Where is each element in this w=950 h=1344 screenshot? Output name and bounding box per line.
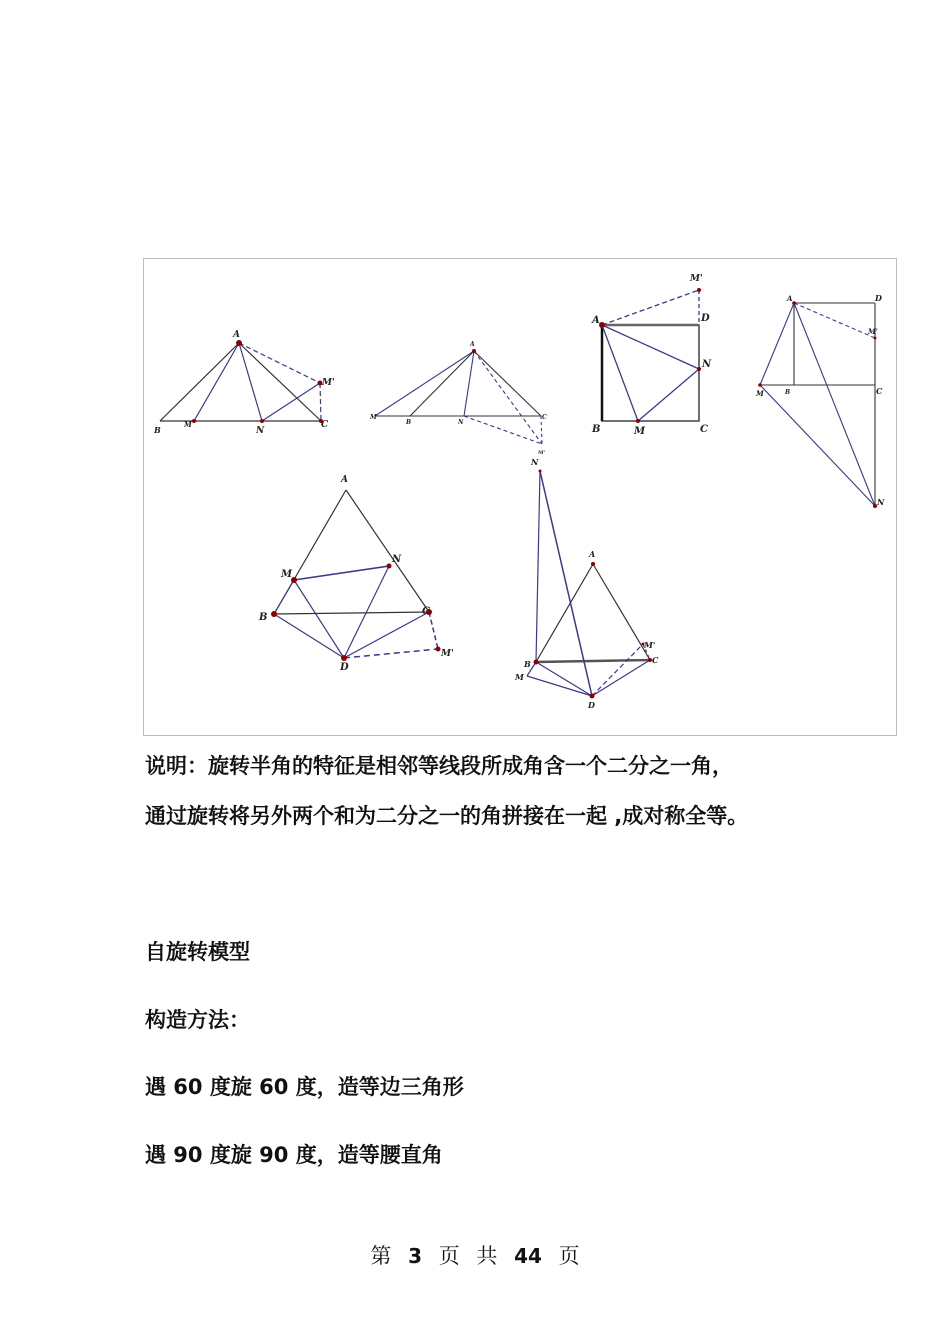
diagram-3 (591, 274, 712, 437)
label-a-3: A (592, 315, 600, 326)
label-m-6: M (515, 672, 524, 682)
footer-total-word: 共 (476, 1244, 498, 1268)
label-b-3: B (592, 424, 601, 435)
label-a-4: A (787, 294, 793, 303)
label-m-3: M (634, 426, 646, 437)
total-page-count: 44 (514, 1244, 542, 1268)
explanation-line-2: 通过旋转将另外两个和为二分之一的角拼接在一起 ,成对称全等。 (145, 804, 749, 828)
rule-60-degree: 遇 60 度旋 60 度，造等边三角形 (145, 1075, 464, 1099)
label-n-2: N (458, 419, 464, 426)
label-m-prime-4: M' (868, 327, 878, 336)
label-c-5: C (422, 606, 430, 617)
section-heading: 自旋转模型 (145, 940, 250, 964)
diagram-6 (514, 457, 659, 710)
label-b: B (154, 425, 161, 435)
label-c-2: C (542, 414, 547, 421)
label-c-6: C (652, 655, 659, 665)
label-m-prime: M' (322, 378, 335, 388)
label-m-5: M (281, 569, 293, 580)
label-b-6: B (524, 659, 531, 669)
label-b-4: B (785, 389, 791, 396)
footer-prefix: 第 (370, 1244, 392, 1268)
diagram-5 (258, 475, 454, 673)
label-b-2: B (406, 419, 412, 426)
label-a-6: A (589, 549, 596, 559)
label-d-3: D (701, 313, 710, 324)
label-d-5: D (340, 662, 349, 673)
label-n-4: N (877, 497, 885, 507)
label-b-5: B (259, 612, 268, 623)
label-d-6: D (588, 700, 595, 710)
page-footer (0, 1240, 950, 1270)
label-n-5: N (392, 554, 402, 565)
label-a-5: A (341, 475, 348, 485)
label-n-6: N (531, 457, 539, 467)
footer-page-word: 页 (438, 1244, 460, 1268)
label-n: N (256, 426, 265, 436)
label-m-prime-5: M' (441, 649, 454, 659)
rotation-diagrams (144, 259, 898, 737)
method-label: 构造方法： (145, 1008, 250, 1032)
label-m-prime-2: M' (538, 450, 546, 456)
label-d-4: D (875, 293, 882, 303)
rule-90-degree: 遇 90 度旋 90 度，造等腰直角 (145, 1143, 443, 1167)
label-m-2: M (370, 414, 377, 421)
label-n-3: N (702, 359, 712, 370)
label-m-4: M (756, 389, 764, 398)
label-c: C (321, 420, 329, 430)
diagram-2 (369, 341, 547, 456)
explanation-line-1: 说明：旋转半角的特征是相邻等线段所成角含一个二分之一角， (145, 754, 733, 778)
current-page-number: 3 (408, 1244, 422, 1268)
label-c-3: C (700, 424, 708, 435)
label-a: A (233, 330, 240, 340)
label-m-prime-6: M' (644, 640, 656, 650)
geometry-figure (143, 258, 897, 736)
footer-suffix: 页 (558, 1244, 580, 1268)
label-c-4: C (876, 386, 883, 396)
diagram-4 (755, 293, 885, 508)
label-m-prime-3: M' (690, 274, 703, 284)
diagram-1 (153, 330, 335, 436)
label-a-2: A (470, 341, 475, 348)
label-m: M (184, 420, 192, 429)
